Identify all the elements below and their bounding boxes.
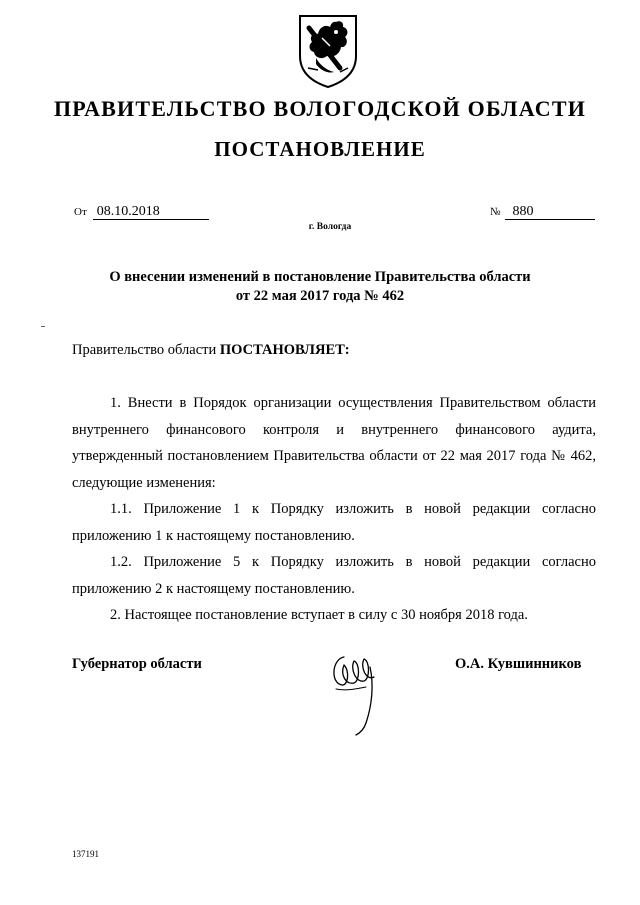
date-field: [74, 203, 209, 220]
date-label: От: [74, 206, 87, 218]
subject-line-2: от 22 мая 2017 года № 462: [235, 288, 405, 304]
handwritten-signature: [326, 645, 380, 737]
signatory-name: О.А. Кувшинников: [455, 656, 582, 672]
preamble-text: Правительство области: [72, 342, 220, 358]
paragraph-2: 2. Настоящее постановление вступает в силу с 30 ноября 2018 года.: [110, 607, 528, 623]
document-subject: [0, 268, 640, 306]
subject-line-1: О внесении изменений в постановление Правительства области: [109, 269, 531, 285]
registration-number: 137191: [72, 849, 99, 859]
number-field: [490, 203, 595, 220]
date-value: 08.10.2018: [93, 204, 209, 220]
signatory-title: Губернатор области: [72, 656, 202, 672]
preamble-emphasis: ПОСТАНОВЛЯЕТ:: [219, 342, 350, 358]
city-label: г. Вологда: [308, 222, 352, 232]
preamble: [72, 342, 350, 359]
document-body: [72, 390, 596, 629]
document-type-title: ПОСТАНОВЛЕНИЕ: [214, 137, 426, 161]
paragraph-1: 1. Внести в Порядок организации осуществления Правительством области внутреннего финансового контроля и внутреннего финансового аудита, утвержденный постановлением Правительства области от 22 мая 2017 года № 462, следующие изменения:: [72, 395, 596, 491]
number-label: №: [490, 206, 501, 218]
government-title: ПРАВИТЕЛЬСТВО ВОЛОГОДСКОЙ ОБЛАСТИ: [53, 96, 587, 121]
paragraph-1-1: 1.1. Приложение 1 к Порядку изложить в новой редакции согласно приложению 1 к настоящему постановлению.: [72, 501, 596, 544]
paragraph-1-2: 1.2. Приложение 5 к Порядку изложить в новой редакции согласно приложению 2 к настоящему постановлению.: [72, 554, 596, 597]
margin-mark: [41, 326, 45, 327]
coat-of-arms-icon: [296, 12, 360, 90]
number-value: 880: [505, 204, 595, 220]
